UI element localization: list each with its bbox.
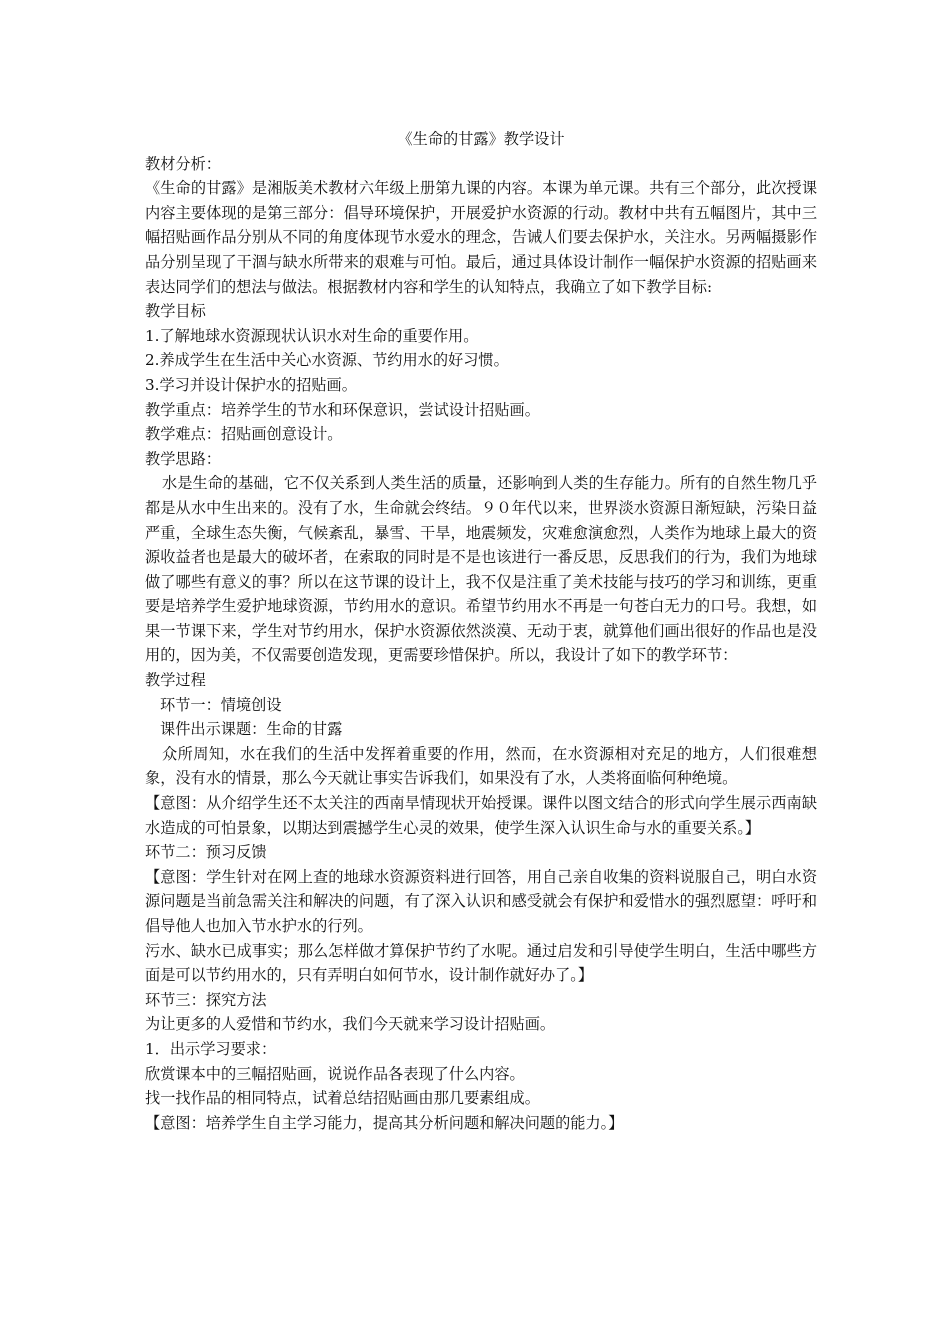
- heading-textbook-analysis: 教材分析：: [145, 154, 221, 173]
- step-three-heading: 环节三：探究方法: [145, 990, 267, 1009]
- step-two-intent: 【意图：学生针对在网上查的地球水资源资料进行回答，用自己亲自收集的资料说服自己，明白水资源问题是当前急需关注和解决的问题，有了深入认识和感受就会有保护和爱惜水的强烈愿望：呼吁和倡导他人也加入节水护水的行列。: [145, 867, 817, 935]
- step-one-intent: 【意图：从介绍学生还不太关注的西南旱情现状开始授课。课件以图文结合的形式向学生展示西南缺水造成的可怕景象，以期达到震撼学生心灵的效果，使学生深入认识生命与水的重要关系。】: [145, 794, 817, 837]
- step-one-heading: 环节一：情境创设: [160, 695, 282, 714]
- step-three-intent: 【意图：培养学生自主学习能力，提高其分析问题和解决问题的能力。】: [145, 1113, 624, 1132]
- heading-teaching-process: 教学过程: [145, 671, 206, 690]
- heading-teaching-goals: 教学目标: [145, 302, 206, 321]
- teaching-approach-paragraph: 水是生命的基础，它不仅关系到人类生活的质量，还影响到人类的生存能力。所有的自然生物几乎都是从水中生出来的。没有了水，生命就会终结。９０年代以来，世界淡水资源日渐短缺，污染日益严重，全球生态失衡，气候紊乱，暴雪、干旱，地震频发，灾难愈演愈烈，人类作为地球上最大的资源收益者也是最大的破坏者，在索取的同时是不是也该进行一番反思，反思我们的行为，我们为地球做了哪些有意义的事？所以在这节课的设计上，我不仅是注重了美术技能与技巧的学习和训练，更重要是培养学生爱护地球资源，节约用水的意识。希望节约用水不再是一句苍白无力的口号。我想，如果一节课下来，学生对节约用水，保护水资源依然淡漠、无动于衷，就算他们画出很好的作品也是没用的，因为美，不仅需要创造发现，更需要珍惜保护。所以，我设计了如下的教学环节：: [145, 474, 817, 665]
- heading-teaching-approach: 教学思路：: [145, 449, 221, 468]
- step-two-heading: 环节二：预习反馈: [145, 843, 267, 862]
- learning-requirement-2: 找一找作品的相同特点，试着总结招贴画由那几要素组成。: [145, 1089, 540, 1108]
- textbook-analysis-paragraph: 《生命的甘露》是湘版美术教材六年级上册第九课的内容。本课为单元课。共有三个部分，此次授课内容主要体现的是第三部分：倡导环境保护，开展爱护水资源的行动。教材中共有五幅图片，其中三幅招贴画作品分别从不同的角度体现节水爱水的理念，告诫人们要去保护水，关注水。另两幅摄影作品分别呈现了干涸与缺水所带来的艰难与可怕。最后，通过具体设计制作一幅保护水资源的招贴画来表达同学们的想法与做法。根据教材内容和学生的认知特点，我确立了如下教学目标:: [145, 179, 817, 296]
- goal-item-2: 2.养成学生在生活中关心水资源、节约用水的好习惯。: [145, 351, 509, 370]
- goal-item-1: 1.了解地球水资源现状认识水对生命的重要作用。: [145, 326, 479, 345]
- step-three-intro: 为让更多的人爱惜和节约水，我们今天就来学习设计招贴画。: [145, 1015, 556, 1034]
- step-two-paragraph: 污水、缺水已成事实；那么怎样做才算保护节约了水呢。通过启发和引导使学生明白，生活中哪些方面是可以节约用水的，只有弄明白如何节水，设计制作就好办了。】: [145, 941, 817, 985]
- document-page: [145, 127, 817, 1135]
- teaching-key-point: 教学重点：培养学生的节水和环保意识，尝试设计招贴画。: [145, 400, 540, 419]
- document-title: 《生命的甘露》教学设计: [397, 130, 565, 148]
- learning-requirements-heading: 1．出示学习要求：: [145, 1039, 277, 1058]
- learning-requirement-1: 欣赏课本中的三幅招贴画，说说作品各表现了什么内容。: [145, 1064, 525, 1083]
- goal-item-3: 3.学习并设计保护水的招贴画。: [145, 375, 357, 394]
- step-one-paragraph: 众所周知，水在我们的生活中发挥着重要的作用，然而，在水资源相对充足的地方，人们很难想象，没有水的情景，那么今天就让事实告诉我们，如果没有了水，人类将面临何种绝境。: [145, 744, 817, 788]
- step-one-courseware: 课件出示课题：生命的甘露: [160, 720, 343, 739]
- teaching-difficulty: 教学难点：招贴画创意设计。: [145, 425, 343, 444]
